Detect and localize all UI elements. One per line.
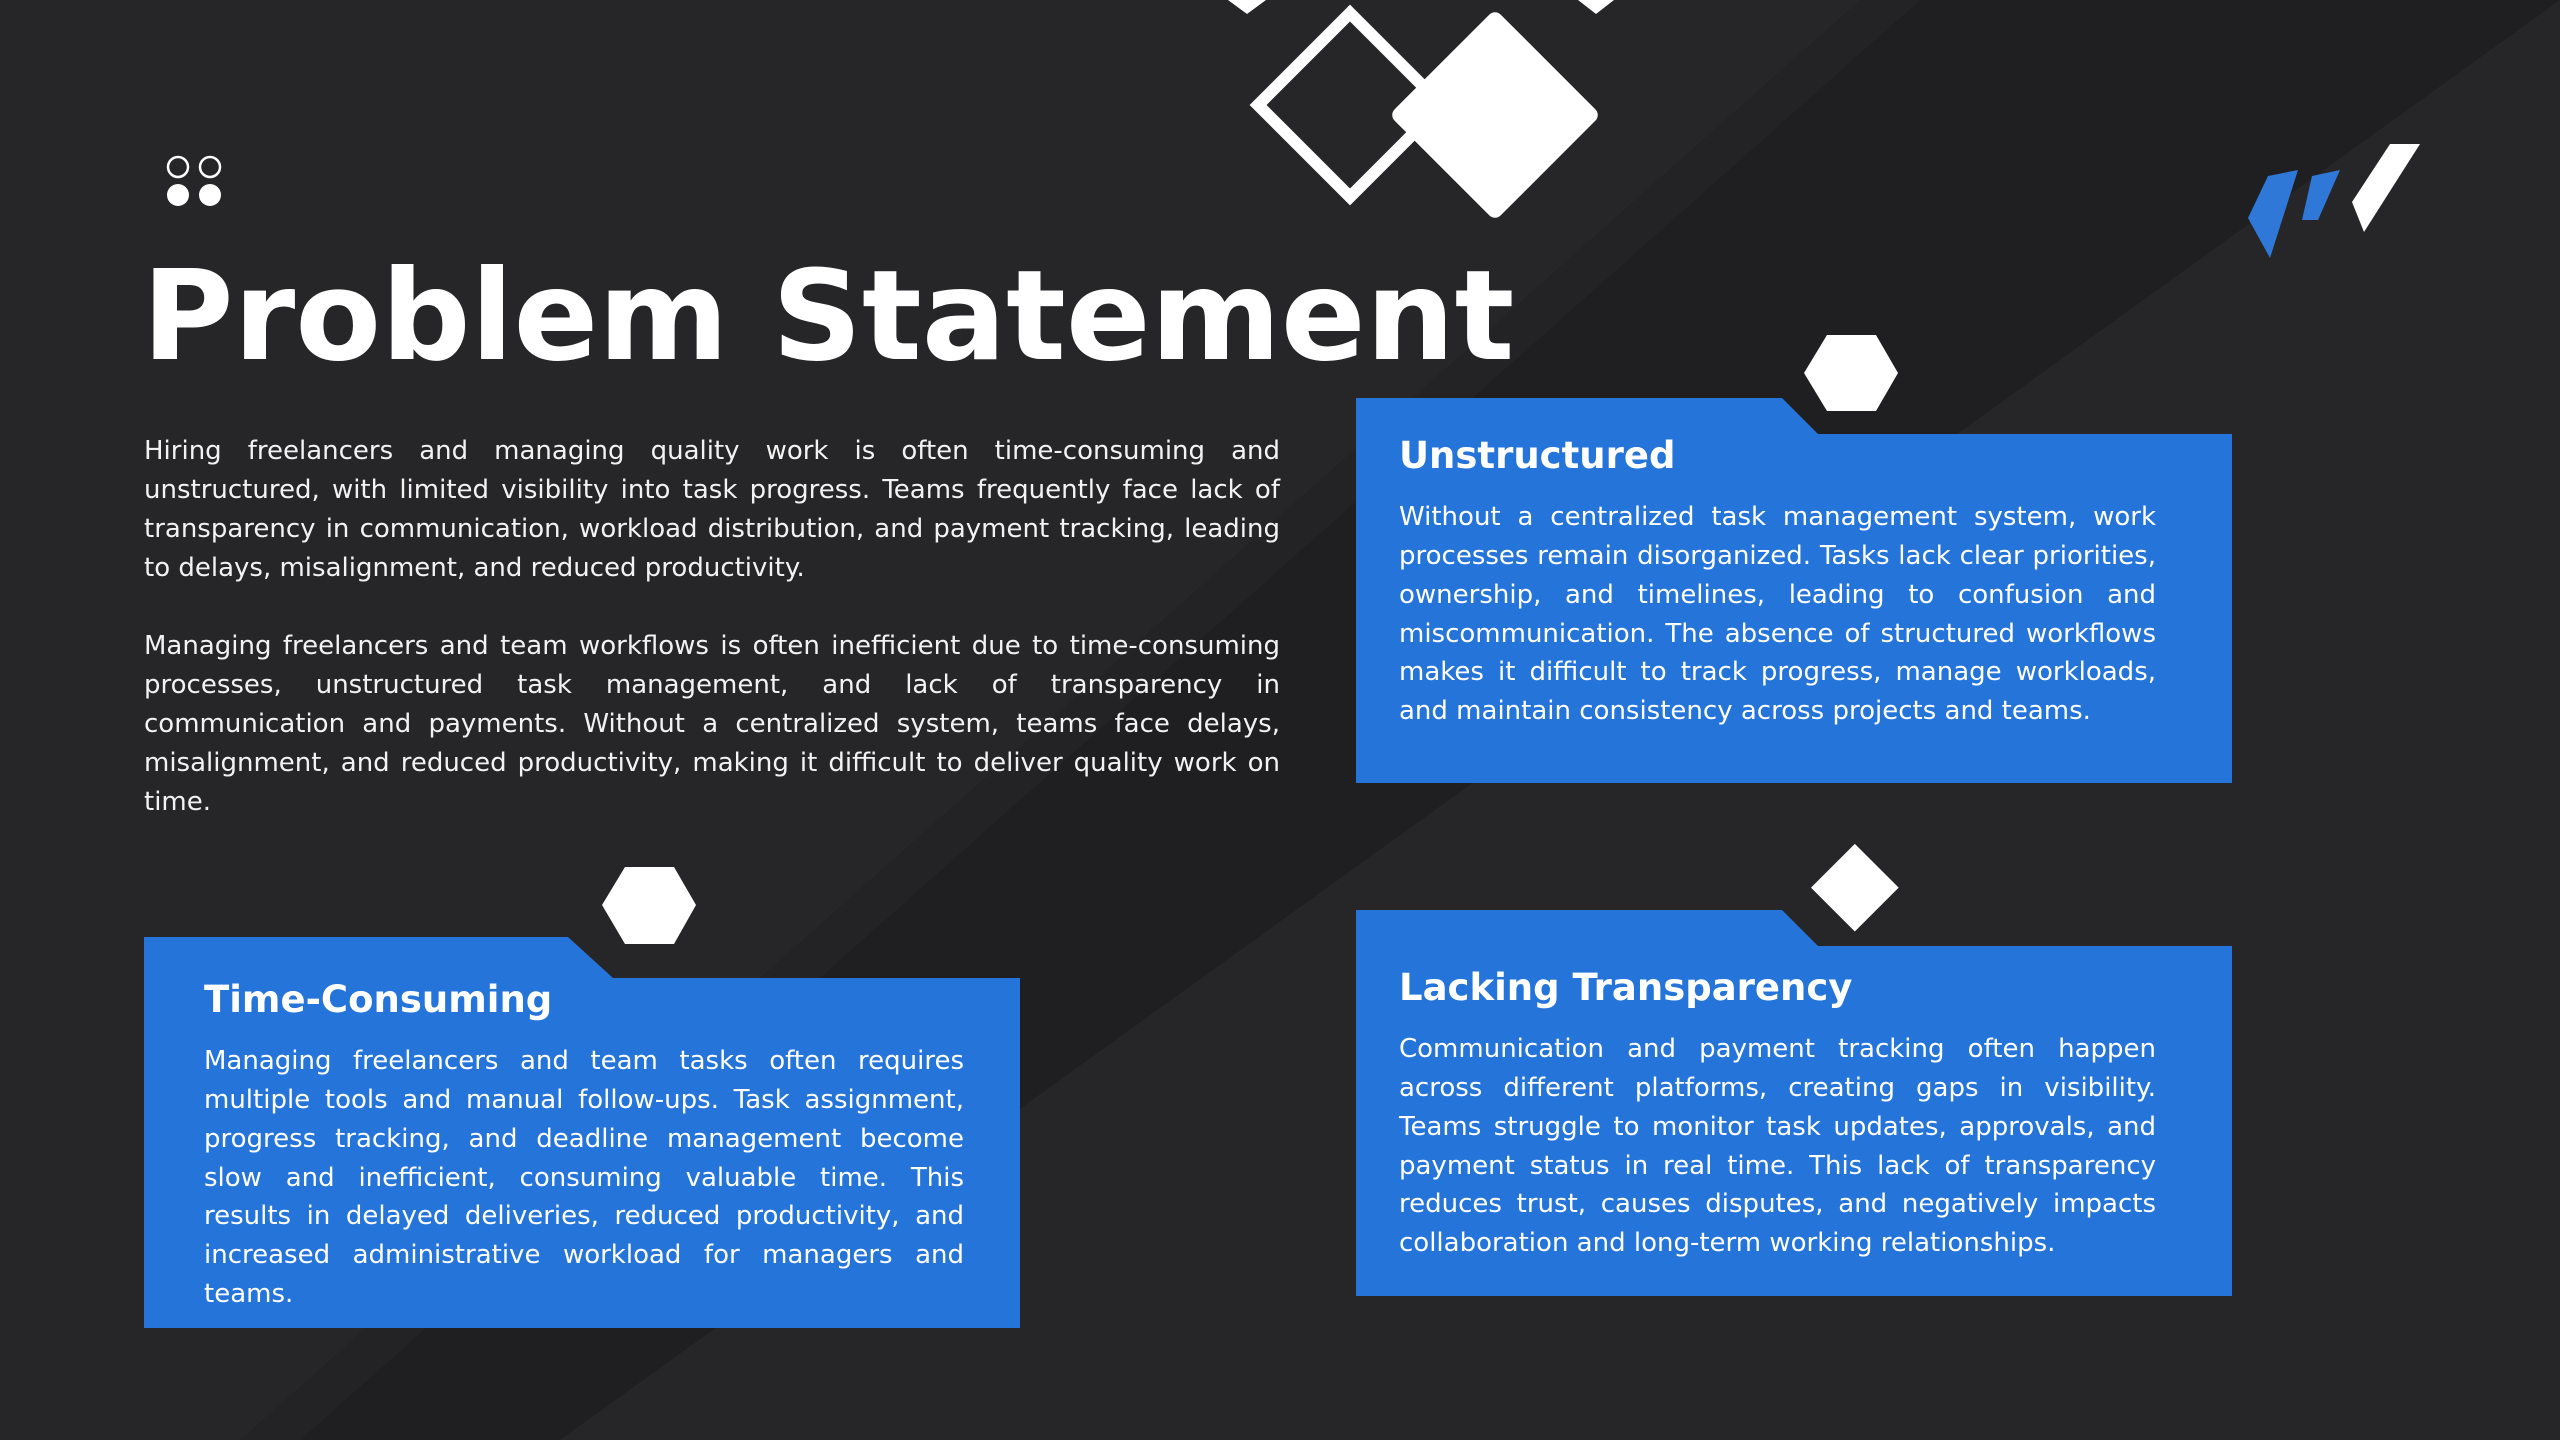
card-body: Without a centralized task management system, work processes remain disorganized. Tasks lack clear priorities, ownership, and timelines, leading to confusion and miscommunication. The absence of structured workflows makes it difficult to track progress, manage workloads, and maintain consistency across projects and teams. [1399,502,2156,726]
four-dots-icon [164,154,224,208]
intro-text [144,432,1280,861]
diamond-icon [1811,844,1899,932]
time-consuming-hexagon-icon [602,867,696,944]
card-title: Unstructured [1399,434,1676,477]
brand-logo-icon [2240,140,2420,265]
card-title: Time-Consuming [204,978,553,1021]
unstructured-card-content [1399,434,2156,731]
time-consuming-card-content [204,978,964,1313]
transparency-card-content [1399,966,2156,1263]
page-title: Problem Statement [142,244,1515,389]
top-edge-diamond-right [1578,0,1614,14]
intro-paragraph: Hiring freelancers and managing quality work is often time-consuming and unstructured, with limited visibility into task progress. Teams frequently face lack of transparency in communication, workload distribution, and payment tracking, leading to delays, misalignment, and reduced productivity. [144,436,1280,583]
card-body: Managing freelancers and team tasks often requires multiple tools and manual follow-ups. Task assignment, progress tracking, and deadline management become slow and inefficient, consuming valuable time. This results in delayed deliveries, reduced productivity, and increased administrative workload for managers and teams. [204,1046,964,1309]
top-edge-diamond-left [1228,0,1266,14]
card-title: Lacking Transparency [1399,966,1853,1009]
intro-paragraph: Managing freelancers and team workflows is often inefficient due to time-consuming processes, unstructured task management, and lack of transparency in communication and payments. Without a centralized system, teams face delays, misalignment, and reduced productivity, making it difficult to deliver quality work on time. [144,631,1280,817]
filled-diamond-icon [1389,9,1601,221]
card-body: Communication and payment tracking often happen across different platforms, creating gaps in visibility. Teams struggle to monitor task updates, approvals, and payment status in real time. This lack of transparency reduces trust, causes disputes, and negatively impacts collaboration and long-term working relationships. [1399,1034,2156,1258]
